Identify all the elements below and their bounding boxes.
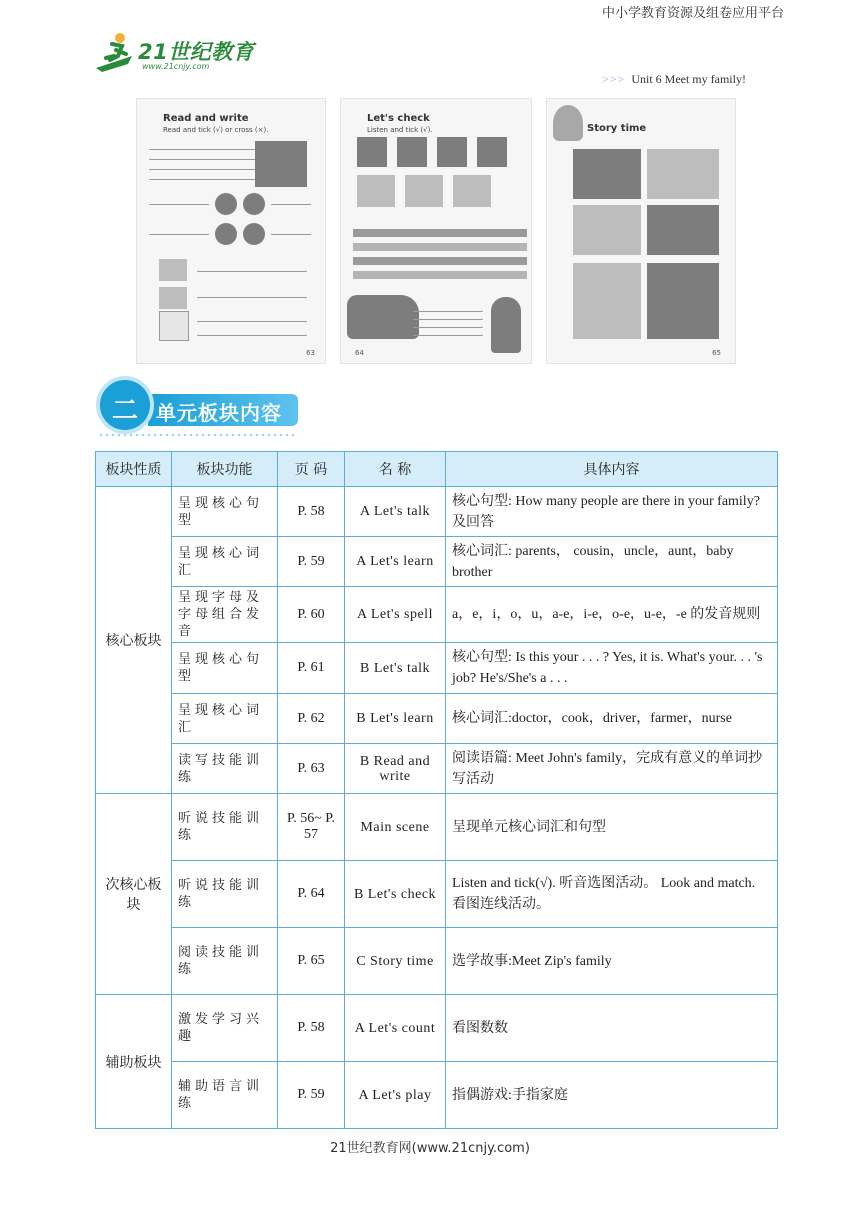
- page-number: P. 60: [278, 587, 345, 643]
- activity-detail: 核心句型: How many people are there in your family? 及回答: [446, 487, 778, 537]
- thumbnail-subtitle: Listen and tick (√).: [367, 126, 433, 134]
- block-function: 呈现核心句型: [172, 487, 278, 537]
- activity-detail: 呈现单元核心词汇和句型: [446, 794, 778, 861]
- block-category: 核心板块: [96, 487, 172, 794]
- page-number: P. 56~ P. 57: [278, 794, 345, 861]
- column-header: 板块性质: [96, 452, 172, 487]
- block-function: 呈现核心词汇: [172, 537, 278, 587]
- page-number: P. 62: [278, 694, 345, 744]
- page-number: P. 59: [278, 537, 345, 587]
- logo-url: www.21cnjy.com: [142, 62, 210, 71]
- textbook-page-thumbnail: [136, 98, 326, 364]
- page-number: P. 61: [278, 643, 345, 694]
- logo-name: 21世纪教育: [138, 40, 255, 64]
- unit-content-table: [95, 451, 778, 1129]
- block-function: 激发学习兴趣: [172, 995, 278, 1062]
- activity-name: Main scene: [345, 794, 446, 861]
- activity-name: A Let's learn: [345, 537, 446, 587]
- column-header: 名 称: [345, 452, 446, 487]
- activity-detail: 选学故事:Meet Zip's family: [446, 928, 778, 995]
- thumbnail-subtitle: Read and tick (√) or cross (×).: [163, 126, 269, 134]
- column-header: 页 码: [278, 452, 345, 487]
- thumbnail-title: Read and write: [163, 113, 249, 124]
- block-function: 呈现核心句型: [172, 643, 278, 694]
- table-row: [96, 995, 778, 1062]
- page-number: P. 64: [278, 861, 345, 928]
- activity-detail: 看图数数: [446, 995, 778, 1062]
- page-footer: 21世纪教育网(www.21cnjy.com): [330, 1141, 530, 1156]
- unit-title-text: Unit 6 Meet my family!: [631, 72, 746, 86]
- column-header: 具体内容: [446, 452, 778, 487]
- table-row: [96, 1062, 778, 1129]
- activity-name: B Read and write: [345, 744, 446, 794]
- table-row: [96, 794, 778, 861]
- thumbnail-page-number: 63: [306, 349, 315, 357]
- activity-name: B Let's talk: [345, 643, 446, 694]
- arrows-icon: >>>: [602, 72, 626, 86]
- activity-detail: Listen and tick(√). 听音选图活动。 Look and match. 看图连线活动。: [446, 861, 778, 928]
- table-row: [96, 487, 778, 537]
- activity-detail: 核心词汇:doctor，cook，driver，farmer，nurse: [446, 694, 778, 744]
- activity-detail: 阅读语篇: Meet John's family，完成有意义的单词抄写活动: [446, 744, 778, 794]
- block-function: 呈现核心词汇: [172, 694, 278, 744]
- thumbnail-page-number: 64: [355, 349, 364, 357]
- section-number: 二: [111, 396, 138, 426]
- activity-detail: 核心句型: Is this your . . . ? Yes, it is. What's your. . . 's job? He's/She's a . . .: [446, 643, 778, 694]
- textbook-page-thumbnail: [546, 98, 736, 364]
- activity-name: B Let's check: [345, 861, 446, 928]
- block-function: 呈现字母及字母组合发音: [172, 587, 278, 643]
- block-category: 次核心板块: [96, 794, 172, 995]
- block-function: 辅助语言训练: [172, 1062, 278, 1129]
- table-row: [96, 643, 778, 694]
- table-row: [96, 861, 778, 928]
- table-row: [96, 744, 778, 794]
- table-row: [96, 587, 778, 643]
- activity-name: A Let's spell: [345, 587, 446, 643]
- block-function: 阅读技能训练: [172, 928, 278, 995]
- site-logo: [92, 30, 262, 75]
- thumbnail-page-number: 65: [712, 349, 721, 357]
- textbook-page-thumbnail: [340, 98, 532, 364]
- platform-name: 中小学教育资源及组卷应用平台: [601, 6, 784, 21]
- block-category: 辅助板块: [96, 995, 172, 1129]
- activity-detail: a，e，i，o，u，a-e，i-e，o-e，u-e，-e 的发音规则: [446, 587, 778, 643]
- block-function: 读写技能训练: [172, 744, 278, 794]
- section-title: 单元板块内容: [156, 401, 282, 425]
- page-number: P. 58: [278, 487, 345, 537]
- activity-name: A Let's talk: [345, 487, 446, 537]
- activity-detail: 核心词汇: parents， cousin，uncle，aunt，baby brother: [446, 537, 778, 587]
- activity-name: C Story time: [345, 928, 446, 995]
- section-number-badge: [96, 376, 154, 434]
- activity-name: A Let's count: [345, 995, 446, 1062]
- column-header: 板块功能: [172, 452, 278, 487]
- block-function: 听说技能训练: [172, 794, 278, 861]
- page-number: P. 58: [278, 995, 345, 1062]
- unit-title: [602, 72, 746, 87]
- page-number: P. 65: [278, 928, 345, 995]
- activity-name: B Let's learn: [345, 694, 446, 744]
- page-number: P. 63: [278, 744, 345, 794]
- table-row: [96, 928, 778, 995]
- table-row: [96, 694, 778, 744]
- thumbnail-title: Story time: [587, 123, 647, 134]
- page-number: P. 59: [278, 1062, 345, 1129]
- activity-name: A Let's play: [345, 1062, 446, 1129]
- table-header-row: [96, 452, 778, 487]
- runner-icon: [92, 30, 138, 74]
- table-row: [96, 537, 778, 587]
- block-function: 听说技能训练: [172, 861, 278, 928]
- activity-detail: 指偶游戏:手指家庭: [446, 1062, 778, 1129]
- thumbnail-title: Let's check: [367, 113, 430, 124]
- section-header: [94, 372, 306, 442]
